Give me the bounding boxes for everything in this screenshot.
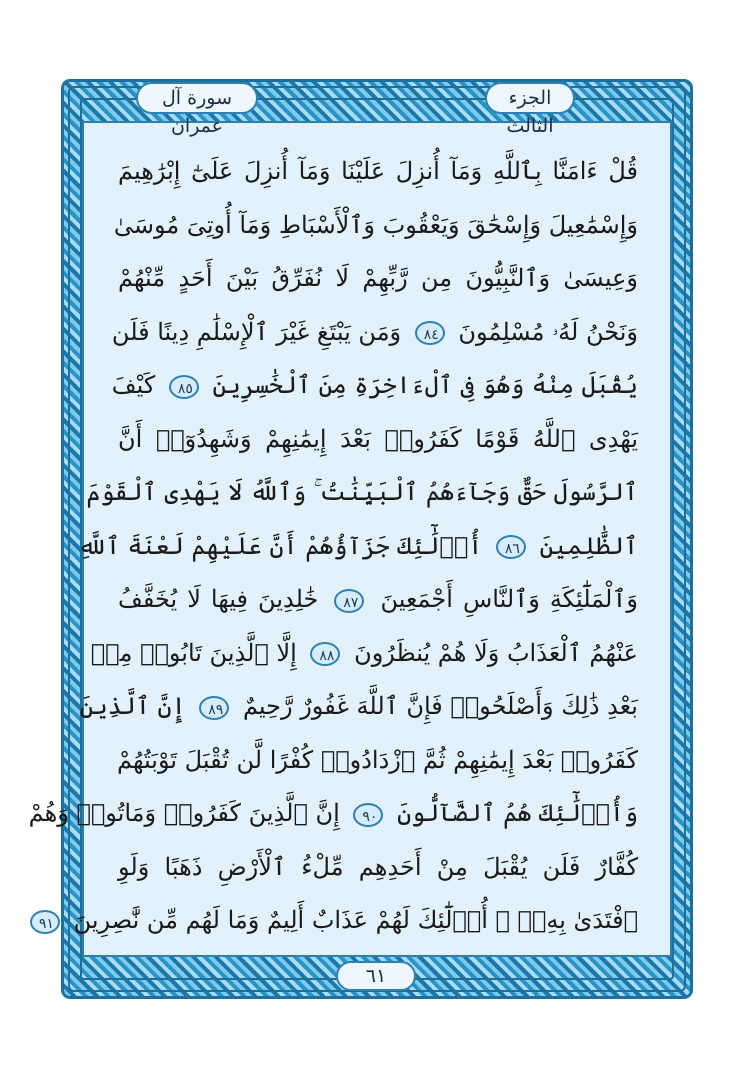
ayah-number-marker: ٨٨ xyxy=(310,642,340,666)
line-text: خَٰلِدِينَ فِيهَا لَا يُخَفَّفُ xyxy=(118,585,319,613)
ayah-number-marker: ٨٥ xyxy=(169,375,199,399)
text-line-4 xyxy=(111,306,638,360)
line-text: أُو۟لَٰٓئِكَ جَزَآؤُهُمْ أَنَّ عَلَيْهِمْ لَعْنَةَ ٱللَّهِ xyxy=(77,531,483,560)
line-text: وَإِسْمَٰعِيلَ وَإِسْحَٰقَ وَيَعْقُوبَ وَٱلْأَسْبَاطِ وَمَآ أُوتِىَ مُوسَىٰ xyxy=(113,210,638,239)
line-text: بَعْدِ ذَٰلِكَ وَأَصْلَحُوا۟ فَإِنَّ ٱللَّهَ غَفُورٌ رَّحِيمٌ xyxy=(242,692,638,720)
line-text: إِلَّا ٱلَّذِينَ تَابُوا۟ مِنۢ xyxy=(90,638,297,667)
ayah-number-marker: ٨٤ xyxy=(415,321,445,345)
text-line-1 xyxy=(118,145,638,199)
page-number: ٦١ xyxy=(336,961,416,991)
text-line-3 xyxy=(118,252,638,306)
line-text: يُقْبَلَ مِنْهُ وَهُوَ فِى ٱلْءَاخِرَةِ مِنَ ٱلْخَٰسِرِينَ xyxy=(212,371,638,399)
line-text: وَنَحْنُ لَهُۥ مُسْلِمُونَ xyxy=(458,317,638,346)
text-line-11 xyxy=(79,680,638,734)
ayah-number-marker: ٩١ xyxy=(30,910,60,934)
ayah-number-marker: ٨٩ xyxy=(199,696,229,720)
text-line-13 xyxy=(28,787,638,841)
line-text: قُلْ ءَامَنَّا بِٱللَّهِ وَمَآ أُنزِلَ عَلَيْنَا وَمَآ أُنزِلَ عَلَىٰٓ إِبْرَٰهِيمَ xyxy=(118,157,638,185)
quran-text-block xyxy=(28,145,638,945)
line-text: كُفَّارٌ فَلَن يُقْبَلَ مِنْ أَحَدِهِم مِّلْءُ ٱلْأَرْضِ ذَهَبًا وَلَوِ xyxy=(118,852,638,881)
line-text: عَنْهُمُ ٱلْعَذَابُ وَلَا هُمْ يُنظَرُونَ xyxy=(354,638,638,667)
juz-label: الجزء الثالث xyxy=(485,82,575,114)
text-line-8 xyxy=(77,520,638,574)
line-text: ٱفْتَدَىٰ بِهِۦٓ ۗ أُو۟لَٰٓئِكَ لَهُمْ عَذَابٌ أَلِيمٌ وَمَا لَهُم مِّن نَّٰصِرِينَ xyxy=(73,906,638,934)
line-text: كَيْفَ xyxy=(111,371,156,399)
ayah-number-marker: ٨٧ xyxy=(334,589,364,613)
line-text: وَعِيسَىٰ وَٱلنَّبِيُّونَ مِن رَّبِّهِمْ لَا نُفَرِّقُ بَيْنَ أَحَدٍ مِّنْهُمْ xyxy=(118,264,638,292)
line-text: يَهْدِى ٱللَّهُ قَوْمًا كَفَرُوا۟ بَعْدَ إِيمَٰنِهِمْ وَشَهِدُوٓا۟ أَنَّ xyxy=(118,424,638,453)
text-line-15 xyxy=(38,894,638,948)
line-text: وَٱلْمَلَٰٓئِكَةِ وَٱلنَّاسِ أَجْمَعِينَ xyxy=(380,585,638,613)
line-text: وَأُو۟لَٰٓئِكَ هُمُ ٱلضَّآلُّونَ xyxy=(397,799,638,827)
text-line-9 xyxy=(118,573,638,627)
text-line-10 xyxy=(90,627,638,681)
ayah-number-marker: ٩٠ xyxy=(353,803,383,827)
line-text: كَفَرُوا۟ بَعْدَ إِيمَٰنِهِمْ ثُمَّ ٱزْدَادُوا۟ كُفْرًا لَّن تُقْبَلَ تَوْبَتُهُمْ xyxy=(116,745,638,774)
line-text: ٱلرَّسُولَ حَقٌّ وَجَآءَهُمُ ٱلْبَيِّنَٰتُ ۚ وَٱللَّهُ لَا يَهْدِى ٱلْقَوْمَ xyxy=(86,478,638,506)
ayah-number-marker: ٨٦ xyxy=(496,535,526,559)
line-text: ٱلظَّٰلِمِينَ xyxy=(539,531,638,560)
line-text: وَمَن يَبْتَغِ غَيْرَ ٱلْإِسْلَٰمِ دِينًا فَلَن xyxy=(111,317,402,346)
surah-label: سورة آل عمران xyxy=(136,82,258,114)
text-line-7 xyxy=(86,466,638,520)
text-line-5 xyxy=(111,359,638,413)
text-line-12 xyxy=(118,734,638,788)
line-text: إِنَّ ٱلَّذِينَ كَفَرُوا۟ وَمَاتُوا۟ وَهُمْ xyxy=(28,799,340,827)
text-line-2 xyxy=(113,199,638,253)
text-line-6 xyxy=(118,413,638,467)
text-line-14 xyxy=(118,841,638,895)
line-text: إِنَّ ٱلَّذِينَ xyxy=(79,692,186,720)
